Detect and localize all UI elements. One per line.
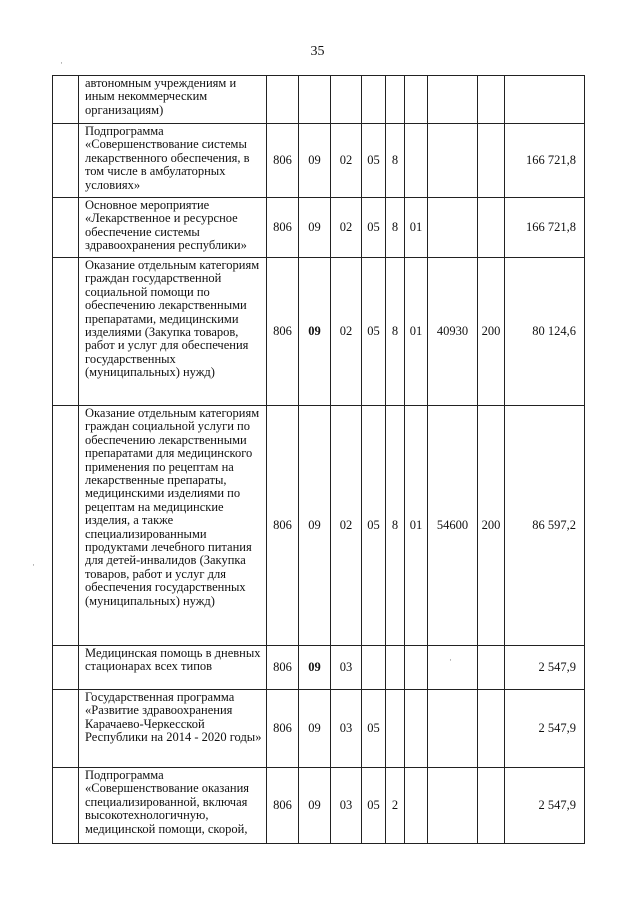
scan-speck: · bbox=[60, 58, 63, 68]
subsection-code bbox=[331, 76, 362, 124]
direction-code: 54600 bbox=[428, 406, 478, 646]
section-code: 09 bbox=[299, 124, 331, 198]
expense-type-code bbox=[478, 768, 505, 844]
row-name: Подпрограмма «Совершенствование системы лекарственного обеспечения, в том числе в амбулаторных условиях» bbox=[79, 124, 267, 198]
direction-code bbox=[428, 198, 478, 258]
subprogram-code: 2 bbox=[386, 768, 405, 844]
amount: 86 597,2 bbox=[505, 406, 585, 646]
amount: 166 721,8 bbox=[505, 124, 585, 198]
expense-type-code bbox=[478, 646, 505, 690]
direction-code: 40930 bbox=[428, 258, 478, 406]
program-code: 05 bbox=[362, 768, 386, 844]
expense-type-code bbox=[478, 690, 505, 768]
page-number: 35 bbox=[310, 44, 325, 59]
program-code bbox=[362, 76, 386, 124]
amount bbox=[505, 76, 585, 124]
subsection-code: 03 bbox=[331, 768, 362, 844]
row-name: Основное мероприятие «Лекарственное и ресурсное обеспечение системы здравоохранения республики» bbox=[79, 198, 267, 258]
table-row bbox=[53, 406, 585, 646]
amount: 80 124,6 bbox=[505, 258, 585, 406]
budget-table bbox=[52, 75, 585, 844]
direction-code bbox=[428, 768, 478, 844]
expense-type-code bbox=[478, 198, 505, 258]
subprogram-code bbox=[386, 76, 405, 124]
subprogram-code: 8 bbox=[386, 124, 405, 198]
section-code: 09 bbox=[299, 258, 331, 406]
blank-cell bbox=[53, 258, 79, 406]
blank-cell bbox=[53, 690, 79, 768]
table-row bbox=[53, 76, 585, 124]
subsection-code: 02 bbox=[331, 124, 362, 198]
direction-code bbox=[428, 76, 478, 124]
section-code: 09 bbox=[299, 406, 331, 646]
table-row bbox=[53, 258, 585, 406]
ministry-code: 806 bbox=[267, 406, 299, 646]
ministry-code: 806 bbox=[267, 768, 299, 844]
subprogram-code: 8 bbox=[386, 406, 405, 646]
table-row bbox=[53, 768, 585, 844]
expense-type-code: 200 bbox=[478, 406, 505, 646]
direction-code bbox=[428, 124, 478, 198]
program-code: 05 bbox=[362, 198, 386, 258]
program-code: 05 bbox=[362, 258, 386, 406]
expense-type-code bbox=[478, 76, 505, 124]
row-name: Оказание отдельным категориям граждан социальной услуги по обеспечению лекарственными препаратами для медицинского применения по рецептам на лекарственные препараты, медицинскими изделиями по рецептам на медицинские изделия, а также специализированными продуктами лечебного питания для детей-инвалидов (Закупка товаров, работ и услуг для обеспечения государственных (муниципальных) нужд) bbox=[79, 406, 267, 646]
section-code: 09 bbox=[299, 198, 331, 258]
subsection-code: 03 bbox=[331, 646, 362, 690]
blank-cell bbox=[53, 124, 79, 198]
event-code bbox=[405, 646, 428, 690]
event-code bbox=[405, 124, 428, 198]
scan-speck: · bbox=[32, 560, 35, 570]
section-code: 09 bbox=[299, 690, 331, 768]
row-name: Оказание отдельным категориям граждан государственной социальной помощи по обеспечению лекарственными препаратами, медицинскими изделиями (Закупка товаров, работ и услуг для обеспечения государственных (муниципальных) нужд) bbox=[79, 258, 267, 406]
ministry-code: 806 bbox=[267, 646, 299, 690]
program-code bbox=[362, 646, 386, 690]
table-row bbox=[53, 198, 585, 258]
event-code: 01 bbox=[405, 258, 428, 406]
event-code bbox=[405, 76, 428, 124]
subprogram-code: 8 bbox=[386, 258, 405, 406]
direction-code bbox=[428, 690, 478, 768]
blank-cell bbox=[53, 198, 79, 258]
section-code bbox=[299, 76, 331, 124]
event-code bbox=[405, 690, 428, 768]
section-code: 09 bbox=[299, 646, 331, 690]
table-row bbox=[53, 124, 585, 198]
ministry-code bbox=[267, 76, 299, 124]
subprogram-code bbox=[386, 690, 405, 768]
table-row bbox=[53, 690, 585, 768]
amount: 166 721,8 bbox=[505, 198, 585, 258]
scan-speck: · bbox=[449, 655, 452, 665]
ministry-code: 806 bbox=[267, 198, 299, 258]
amount: 2 547,9 bbox=[505, 646, 585, 690]
amount: 2 547,9 bbox=[505, 690, 585, 768]
blank-cell bbox=[53, 768, 79, 844]
subsection-code: 02 bbox=[331, 258, 362, 406]
row-name: Государственная программа «Развитие здравоохранения Карачаево-Черкесской Республики на 2014 - 2020 годы» bbox=[79, 690, 267, 768]
subsection-code: 03 bbox=[331, 690, 362, 768]
row-name: автономным учреждениям и иным некоммерческим организациям) bbox=[79, 76, 267, 124]
amount: 2 547,9 bbox=[505, 768, 585, 844]
subprogram-code bbox=[386, 646, 405, 690]
ministry-code: 806 bbox=[267, 258, 299, 406]
section-code: 09 bbox=[299, 768, 331, 844]
subprogram-code: 8 bbox=[386, 198, 405, 258]
subsection-code: 02 bbox=[331, 198, 362, 258]
blank-cell bbox=[53, 646, 79, 690]
subsection-code: 02 bbox=[331, 406, 362, 646]
program-code: 05 bbox=[362, 124, 386, 198]
direction-code bbox=[428, 646, 478, 690]
blank-cell bbox=[53, 76, 79, 124]
program-code: 05 bbox=[362, 406, 386, 646]
row-name: Подпрограмма «Совершенствование оказания специализированной, включая высокотехнологичную, медицинской помощи, скорой, bbox=[79, 768, 267, 844]
expense-type-code: 200 bbox=[478, 258, 505, 406]
row-name: Медицинская помощь в дневных стационарах всех типов bbox=[79, 646, 267, 690]
table-row bbox=[53, 646, 585, 690]
ministry-code: 806 bbox=[267, 124, 299, 198]
blank-cell bbox=[53, 406, 79, 646]
event-code: 01 bbox=[405, 406, 428, 646]
program-code: 05 bbox=[362, 690, 386, 768]
ministry-code: 806 bbox=[267, 690, 299, 768]
event-code bbox=[405, 768, 428, 844]
event-code: 01 bbox=[405, 198, 428, 258]
expense-type-code bbox=[478, 124, 505, 198]
